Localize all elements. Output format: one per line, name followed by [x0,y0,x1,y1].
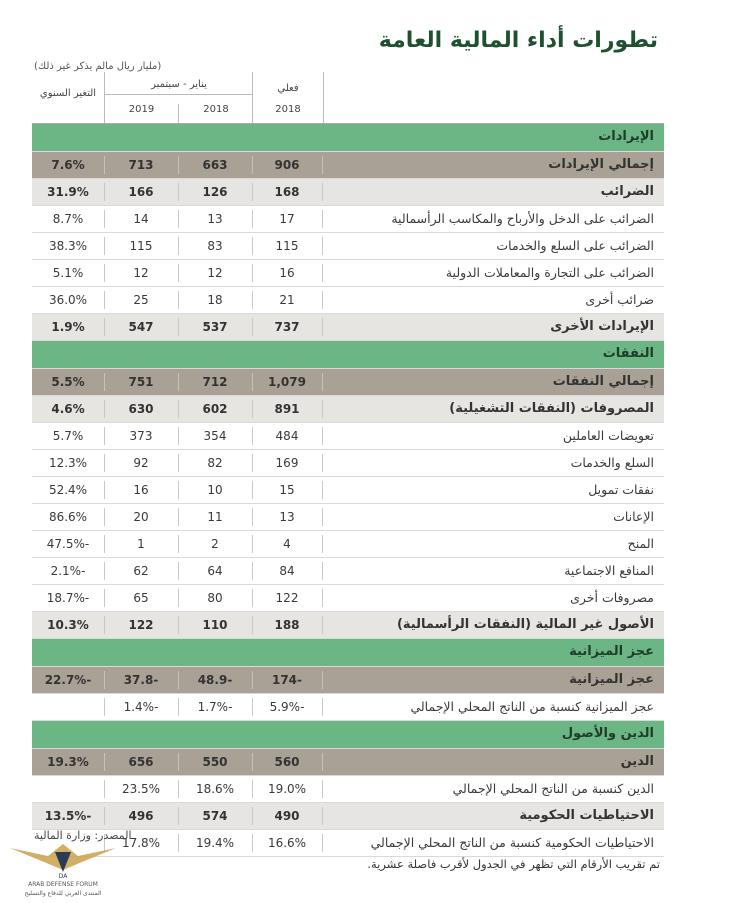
value-2019: 62 [133,564,149,578]
value-2019: 115 [129,239,153,253]
annual-change-value: -47.5% [46,537,90,551]
actual-value: 737 [274,320,300,334]
row-label: إجمالي الإيرادات [548,157,654,172]
column-separator [104,237,105,255]
value-2019: 17.8% [121,836,161,850]
value-2018: 13 [207,212,223,226]
column-separator [252,616,253,634]
value-2018: -1.7% [197,700,233,714]
column-separator [178,454,179,472]
column-separator [104,481,105,499]
column-separator [252,373,253,391]
column-separator [104,535,105,553]
page-title: تطورات أداء المالية العامة [378,28,658,53]
value-2019: 122 [128,618,154,632]
row-label: الإيرادات الأخرى [550,319,654,334]
annual-change-value: -22.7% [44,673,92,687]
column-separator [252,807,253,825]
value-2018: 550 [202,755,228,769]
column-separator [252,318,253,336]
table-row [32,233,664,260]
table-row [32,803,664,830]
column-separator [252,400,253,418]
column-separator [322,481,323,499]
row-label: الدين [620,754,654,769]
value-2018: 110 [202,618,228,632]
row-label: الاحتياطيات الحكومية كنسبة من الناتج المحلي الإجمالي [370,835,654,850]
column-separator [252,834,253,852]
actual-value: 891 [274,402,300,416]
row-label: عجز الميزانية [569,672,654,687]
column-separator [178,373,179,391]
value-2019: 16 [133,483,149,497]
column-separator [322,427,323,445]
actual-value: 4 [283,537,291,551]
annual-change-value: 36.0% [48,293,88,307]
forum-logo [8,840,118,900]
value-2018: 82 [207,456,223,470]
column-separator [252,508,253,526]
column-separator [322,562,323,580]
row-label: الضرائب على الدخل والأرباح والمكاسب الرأسمالية [391,211,654,226]
actual-value: 188 [274,618,300,632]
value-2018: 10 [207,483,223,497]
column-separator [104,562,105,580]
actual-value: 169 [275,456,299,470]
value-2018: 11 [207,510,223,524]
actual-value: -174 [271,673,303,687]
column-separator [252,156,253,174]
value-2019: 25 [133,293,149,307]
column-separator [178,210,179,228]
value-2019: 1 [137,537,145,551]
annual-change-value: 19.3% [47,755,89,769]
value-2018: 83 [207,239,223,253]
value-2019: 547 [128,320,154,334]
source-note: المصدر: وزارة المالية [34,829,132,842]
column-separator [104,210,105,228]
column-separator [104,400,105,418]
table-row [32,287,664,314]
column-separator [178,562,179,580]
table-row [32,450,664,477]
header-annual-change: التغير السنوي [39,88,97,99]
row-label: إجمالي النفقات [552,374,654,389]
row-label: الضرائب [600,184,654,199]
actual-value: 122 [275,591,299,605]
column-separator [252,210,253,228]
column-separator [178,834,179,852]
table-row [32,585,664,612]
actual-value: 21 [279,293,295,307]
column-separator [322,318,323,336]
value-2019: -37.8 [123,673,159,687]
column-separator [178,780,179,798]
actual-value: 906 [274,158,300,172]
annual-change-value: 5.7% [52,429,84,443]
header-actual-group [252,72,324,123]
column-separator [322,834,323,852]
column-separator [178,318,179,336]
column-separator [178,589,179,607]
annual-change-value: -18.7% [46,591,90,605]
column-separator [178,183,179,201]
column-separator [178,807,179,825]
table-row [32,179,664,206]
unit-note: (مليار ريال مالم يذكر غير ذلك) [34,61,162,72]
column-separator [322,264,323,282]
header-actual-year: 2018 [275,104,301,115]
actual-value: 15 [279,483,295,497]
actual-value: 16.6% [267,836,307,850]
column-separator [322,400,323,418]
column-separator [252,671,253,689]
row-label: الاحتياطيات الحكومية [519,808,654,823]
column-separator [178,400,179,418]
column-separator [178,616,179,634]
column-separator [104,671,105,689]
column-separator [104,427,105,445]
value-2018: 19.4% [195,836,235,850]
annual-change-value: 5.1% [52,266,84,280]
value-2019: 12 [133,266,149,280]
logo-line-2: المنتدى العربي للدفاع والتسليح [24,890,102,897]
column-separator [104,780,105,798]
value-2018: 64 [207,564,223,578]
value-2019: 751 [128,375,154,389]
column-separator [252,264,253,282]
column-separator [178,427,179,445]
table-row [32,694,664,721]
table-row [32,369,664,396]
table-row [32,260,664,287]
column-separator [252,183,253,201]
annual-change-value: -13.5% [44,809,92,823]
table-row [32,531,664,558]
column-separator [322,807,323,825]
row-label: ضرائب أخرى [585,292,654,307]
column-separator [104,616,105,634]
row-label: السلع والخدمات [570,455,654,470]
value-2018: 12 [207,266,223,280]
actual-value: 19.0% [267,782,307,796]
column-separator [252,562,253,580]
column-separator [322,671,323,689]
column-separator [178,671,179,689]
annual-change-value [32,776,104,802]
table-row [32,667,664,694]
table-row [32,749,664,776]
annual-change-value: 52.4% [48,483,88,497]
column-separator [252,427,253,445]
value-2018: 574 [202,809,228,823]
column-separator [104,291,105,309]
column-separator [252,753,253,771]
column-separator [178,156,179,174]
section-header-row [32,341,664,369]
column-separator [178,481,179,499]
value-2019: 20 [133,510,149,524]
table-row [32,314,664,341]
value-2018: 2 [211,537,219,551]
value-2018: 663 [202,158,228,172]
annual-change-value: 1.9% [51,320,85,334]
column-separator [104,698,105,716]
value-2018: 18.6% [195,782,235,796]
table-row [32,477,664,504]
column-separator [322,373,323,391]
column-separator [104,807,105,825]
value-2019: 713 [128,158,154,172]
header-year-2019: 2019 [128,104,155,115]
row-label: الأصول غير المالية (النفقات الرأسمالية) [396,617,654,632]
row-label: المصروفات (النفقات التشغيلية) [449,401,654,416]
column-separator [104,183,105,201]
value-2019: 496 [128,809,154,823]
row-label: تعويضات العاملين [562,428,654,443]
column-separator [252,780,253,798]
column-separator [322,508,323,526]
column-separator [104,264,105,282]
annual-change-value: 8.7% [52,212,84,226]
column-separator [322,156,323,174]
column-separator [252,589,253,607]
column-separator [322,698,323,716]
annual-change-value: 10.3% [47,618,89,632]
value-2018: 126 [202,185,228,199]
column-separator [178,535,179,553]
column-separator [322,535,323,553]
table-row [32,152,664,179]
column-separator [178,291,179,309]
table-body [32,124,664,857]
row-label: عجز الميزانية كنسبة من الناتج المحلي الإجمالي [410,699,654,714]
column-separator [252,454,253,472]
actual-value: -5.9% [269,700,305,714]
row-label: الإعانات [613,509,654,524]
value-2018: -48.9 [197,673,233,687]
actual-value: 1,079 [268,375,306,389]
logo-line-1: ARAB DEFENSE FORUM [28,881,98,888]
eagle-emblem-icon [8,840,118,880]
table-row [32,776,664,803]
value-2019: 65 [133,591,149,605]
column-separator [322,237,323,255]
column-separator [322,454,323,472]
header-period-group [104,72,253,123]
row-label: النفقات [602,346,654,361]
table-row [32,612,664,639]
header-period: يناير - سبتمبر [105,79,253,95]
annual-change-value: 4.6% [51,402,85,416]
actual-value: 560 [274,755,300,769]
column-separator [322,616,323,634]
annual-change-value: 12.3% [48,456,88,470]
table-row [32,504,664,531]
column-separator [178,698,179,716]
column-separator [322,753,323,771]
row-label: المنح [627,536,654,551]
annual-change-value: -2.1% [50,564,86,578]
rounding-footnote: تم تقريب الأرقام التي تظهر في الجدول لأقرب فاصلة عشرية. [367,857,660,871]
value-2018: 80 [207,591,223,605]
value-2019: 166 [128,185,154,199]
actual-value: 490 [274,809,300,823]
column-separator [104,589,105,607]
annual-change-value [32,694,104,720]
value-2019: 23.5% [121,782,161,796]
column-separator [104,454,105,472]
value-2019: 92 [133,456,149,470]
annual-change-value: 5.5% [51,375,85,389]
table-row [32,558,664,585]
row-label: الدين والأصول [561,726,654,741]
column-separator [104,373,105,391]
column-separator [252,481,253,499]
actual-value: 17 [279,212,295,226]
table-row [32,396,664,423]
annual-change-value: 31.9% [47,185,89,199]
row-label: المنافع الاجتماعية [564,563,654,578]
section-header-row [32,639,664,667]
row-label: الضرائب على السلع والخدمات [496,238,654,253]
column-separator [322,589,323,607]
table-row [32,423,664,450]
column-separator [104,753,105,771]
header-actual: فعلي [277,83,299,94]
row-label: الإيرادات [598,129,654,144]
column-separator [322,210,323,228]
value-2019: 656 [128,755,154,769]
value-2018: 602 [202,402,228,416]
column-separator [104,318,105,336]
actual-value: 84 [279,564,295,578]
column-separator [252,535,253,553]
row-label: مصروفات أخرى [570,590,654,605]
actual-value: 16 [279,266,295,280]
value-2019: 373 [129,429,153,443]
actual-value: 13 [279,510,295,524]
column-separator [252,698,253,716]
column-separator [178,753,179,771]
row-label: عجز الميزانية [569,644,654,659]
actual-value: 115 [275,239,299,253]
column-separator [104,508,105,526]
fiscal-table [32,72,664,857]
column-separator [322,291,323,309]
column-separator [104,156,105,174]
column-separator [252,291,253,309]
column-separator [178,508,179,526]
table-row [32,206,664,233]
column-separator [322,183,323,201]
row-label: الضرائب على التجارة والمعاملات الدولية [445,265,654,280]
logo-initials: DA [58,873,68,880]
row-label: نفقات تمويل [588,482,654,497]
annual-change-value: 86.6% [48,510,88,524]
annual-change-value: 38.3% [48,239,88,253]
row-label: الدين كنسبة من الناتج المحلي الإجمالي [452,781,654,796]
annual-change-value: 7.6% [51,158,85,172]
value-2019: 630 [128,402,154,416]
column-separator [178,264,179,282]
column-separator [252,237,253,255]
value-2018: 537 [202,320,228,334]
table-header [32,72,664,124]
value-2019: -1.4% [123,700,159,714]
column-separator [178,237,179,255]
actual-value: 168 [274,185,300,199]
section-header-row [32,124,664,152]
value-2018: 712 [202,375,228,389]
actual-value: 484 [275,429,299,443]
value-2019: 14 [133,212,149,226]
header-year-2018: 2018 [178,104,253,123]
value-2018: 354 [203,429,227,443]
value-2018: 18 [207,293,223,307]
section-header-row [32,721,664,749]
column-separator [322,780,323,798]
